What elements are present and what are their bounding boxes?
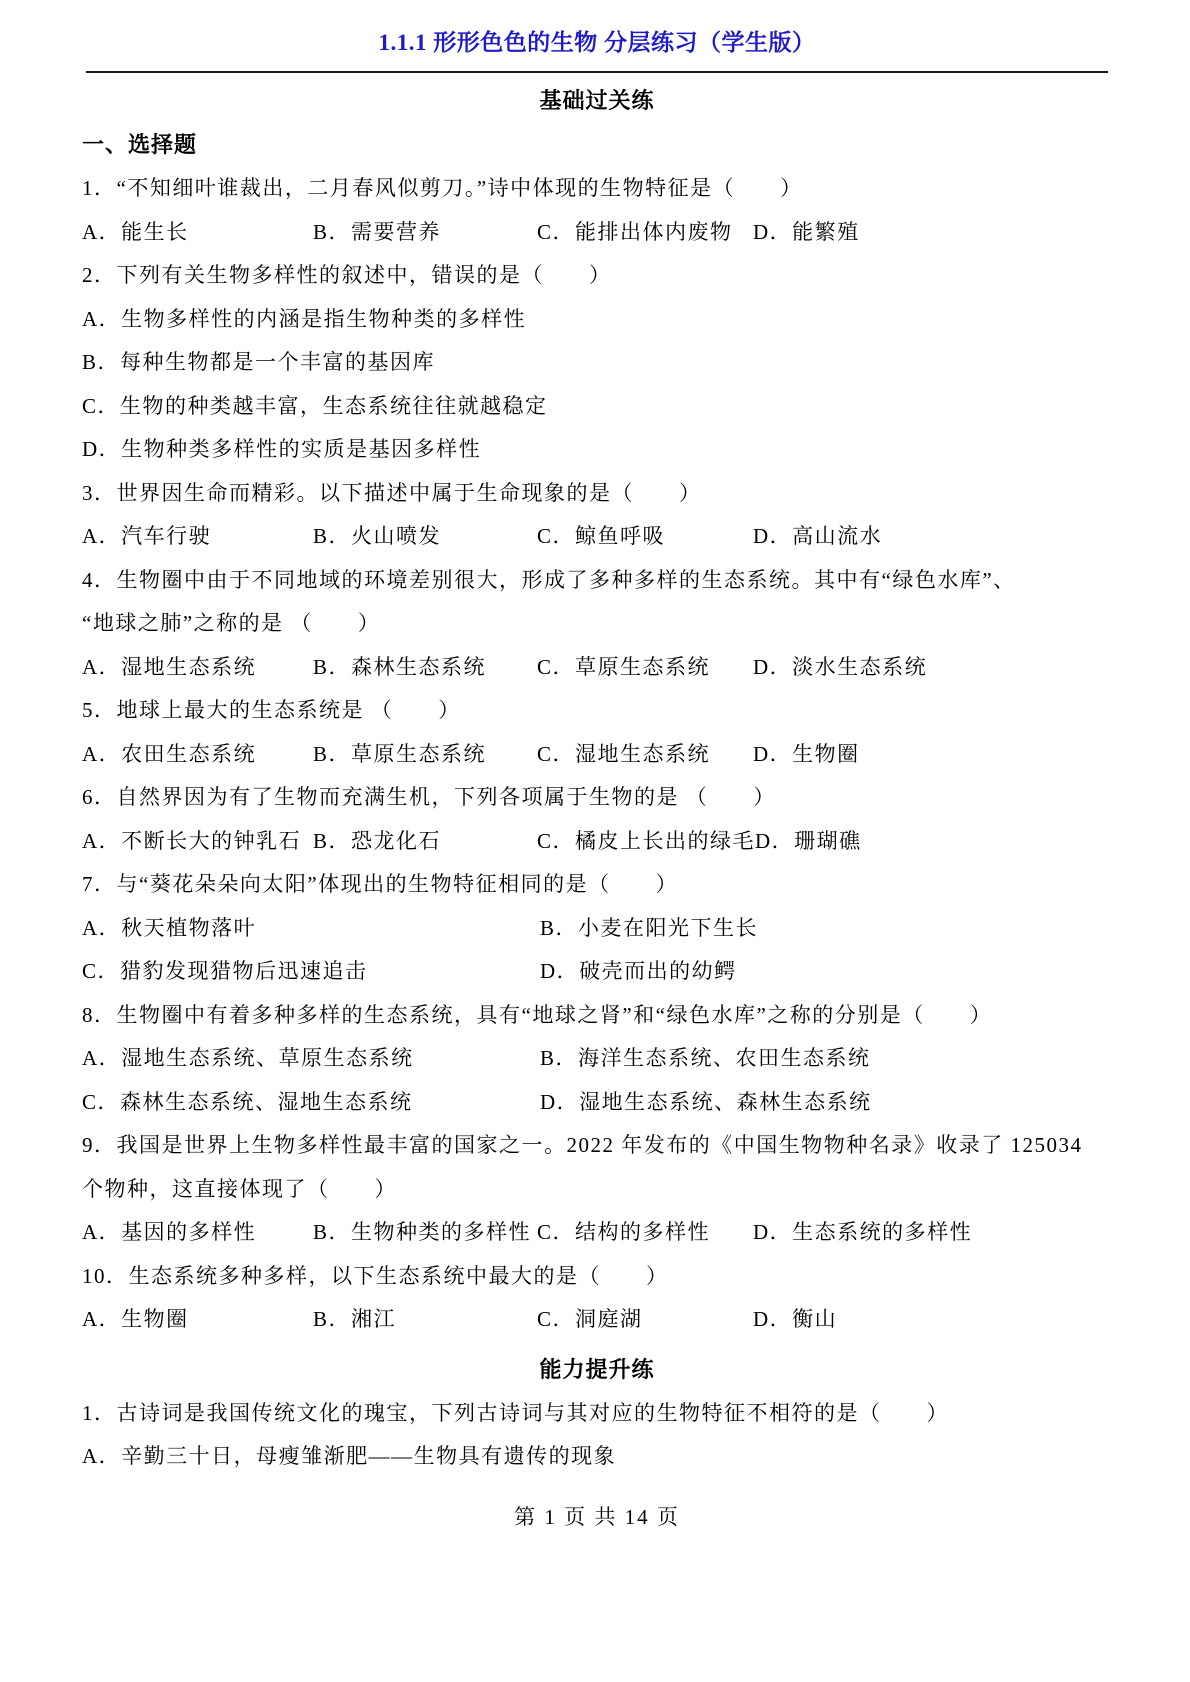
option-a: A．不断长大的钟乳石 xyxy=(82,828,302,853)
option-d: D．生物种类多样性的实质是基因多样性 xyxy=(82,437,482,461)
question-block xyxy=(82,559,1112,690)
option-a: A．农田生态系统 xyxy=(82,741,257,766)
option-a: A．生物圈 xyxy=(82,1307,189,1331)
question-text: 1．古诗词是我国传统文化的瑰宝，下列古诗词与其对应的生物特征不相符的是（ ） xyxy=(82,1400,949,1425)
question-text: 1．“不知细叶谁裁出，二月春风似剪刀。”诗中体现的生物特征是（ ） xyxy=(82,176,803,200)
option-b: B．湘江 xyxy=(313,1307,397,1331)
page-title: 1.1.1 形形色色的生物 分层练习（学生版） xyxy=(378,30,816,55)
section-subheading: 一、选择题 xyxy=(82,132,198,157)
option-d: D．破壳而出的幼鳄 xyxy=(540,959,737,983)
option-row xyxy=(82,428,1112,472)
title-divider xyxy=(86,71,1108,73)
option-row xyxy=(82,211,1112,255)
question-block xyxy=(82,689,1112,776)
option-row xyxy=(82,515,1112,559)
option-b: B．海洋生态系统、农田生态系统 xyxy=(540,1046,871,1070)
option-row xyxy=(82,1081,1112,1125)
option-d: D．湿地生态系统、森林生态系统 xyxy=(540,1089,872,1114)
option-c: C．结构的多样性 xyxy=(537,1220,711,1244)
question-block xyxy=(82,1124,1112,1255)
option-row xyxy=(82,1298,1112,1342)
option-c: C．草原生态系统 xyxy=(537,654,711,679)
option-row xyxy=(82,385,1112,429)
option-c: C．生物的种类越丰富，生态系统往往就越稳定 xyxy=(82,393,548,418)
option-b: B．草原生态系统 xyxy=(313,741,487,766)
option-d: D．高山流水 xyxy=(753,524,883,548)
option-b: B．火山喷发 xyxy=(313,524,442,548)
option-a: A．汽车行驶 xyxy=(82,524,212,548)
option-row xyxy=(82,907,1112,951)
worksheet-body xyxy=(82,79,1112,1479)
question-text: 4．生物圈中由于不同地域的环境差别很大，形成了多种多样的生态系统。其中有“绿色水库”、 “地球之肺”之称的是 （ ） xyxy=(82,567,1016,635)
section-1 xyxy=(82,79,1112,1342)
question-text: 10．生态系统多种多样，以下生态系统中最大的是（ ） xyxy=(82,1263,669,1288)
option-row xyxy=(82,950,1112,994)
option-a: A．湿地生态系统、草原生态系统 xyxy=(82,1046,414,1070)
question-text: 3．世界因生命而精彩。以下描述中属于生命现象的是（ ） xyxy=(82,480,702,505)
question-text: 7．与“葵花朵朵向太阳”体现出的生物特征相同的是（ ） xyxy=(82,872,679,896)
option-a: A．生物多样性的内涵是指生物种类的多样性 xyxy=(82,306,527,331)
question-text: 5．地球上最大的生态系统是 （ ） xyxy=(82,698,461,722)
option-b: B．每种生物都是一个丰富的基因库 xyxy=(82,350,436,374)
option-row xyxy=(82,646,1112,690)
question-text: 8．生物圈中有着多种多样的生态系统，具有“地球之肾”和“绿色水库”之称的分别是（ ） xyxy=(82,1002,993,1027)
option-d: D．生物圈 xyxy=(753,741,860,766)
page-number: 第 1 页 共 14 页 xyxy=(514,1504,680,1529)
option-a: A．湿地生态系统 xyxy=(82,654,257,679)
option-d: D．生态系统的多样性 xyxy=(753,1220,973,1244)
question-block xyxy=(82,1255,1112,1342)
question-block xyxy=(82,1392,1112,1479)
question-block xyxy=(82,863,1112,994)
option-d: D．淡水生态系统 xyxy=(753,654,928,679)
question-block xyxy=(82,776,1112,863)
option-c: C．橘皮上长出的绿毛 xyxy=(537,828,756,853)
option-c: C．湿地生态系统 xyxy=(537,741,711,766)
option-row xyxy=(82,298,1112,342)
option-row xyxy=(82,1435,1112,1479)
option-b: B．森林生态系统 xyxy=(313,654,487,679)
option-c: C．洞庭湖 xyxy=(537,1307,643,1331)
question-block xyxy=(82,167,1112,254)
option-d: D．能繁殖 xyxy=(753,219,860,244)
option-b: B．需要营养 xyxy=(313,219,442,244)
option-row xyxy=(82,733,1112,777)
option-row xyxy=(82,1037,1112,1081)
option-b: B．小麦在阳光下生长 xyxy=(540,915,759,940)
option-b: B．生物种类的多样性 xyxy=(313,1220,532,1244)
section-2 xyxy=(82,1348,1112,1479)
option-a: A．辛勤三十日，母瘦雏渐肥——生物具有遗传的现象 xyxy=(82,1444,617,1468)
option-b: B．恐龙化石 xyxy=(313,828,442,853)
option-d: D．珊瑚礁 xyxy=(755,828,862,853)
option-c: C．鲸鱼呼吸 xyxy=(537,524,666,548)
option-a: A．能生长 xyxy=(82,219,189,244)
section-heading: 基础过关练 xyxy=(539,88,655,113)
question-text: 9．我国是世界上生物多样性最丰富的国家之一。2022 年发布的《中国生物物种名录》收录了 125034 个物种，这直接体现了（ ） xyxy=(82,1133,1083,1201)
question-text: 2．下列有关生物多样性的叙述中，错误的是（ ） xyxy=(82,263,612,287)
option-c: C．森林生态系统、湿地生态系统 xyxy=(82,1089,413,1114)
question-text: 6．自然界因为有了生物而充满生机，下列各项属于生物的是 （ ） xyxy=(82,785,776,809)
question-block xyxy=(82,994,1112,1125)
question-block xyxy=(82,472,1112,559)
option-a: A．基因的多样性 xyxy=(82,1220,257,1244)
option-d: D．衡山 xyxy=(753,1307,838,1331)
option-row xyxy=(82,341,1112,385)
option-row xyxy=(82,1211,1112,1255)
option-row xyxy=(82,820,1112,864)
question-block xyxy=(82,254,1112,472)
section-heading: 能力提升练 xyxy=(539,1356,655,1382)
option-c: C．猎豹发现猎物后迅速追击 xyxy=(82,959,368,983)
option-c: C．能排出体内废物 xyxy=(537,219,733,244)
option-a: A．秋天植物落叶 xyxy=(82,915,257,940)
